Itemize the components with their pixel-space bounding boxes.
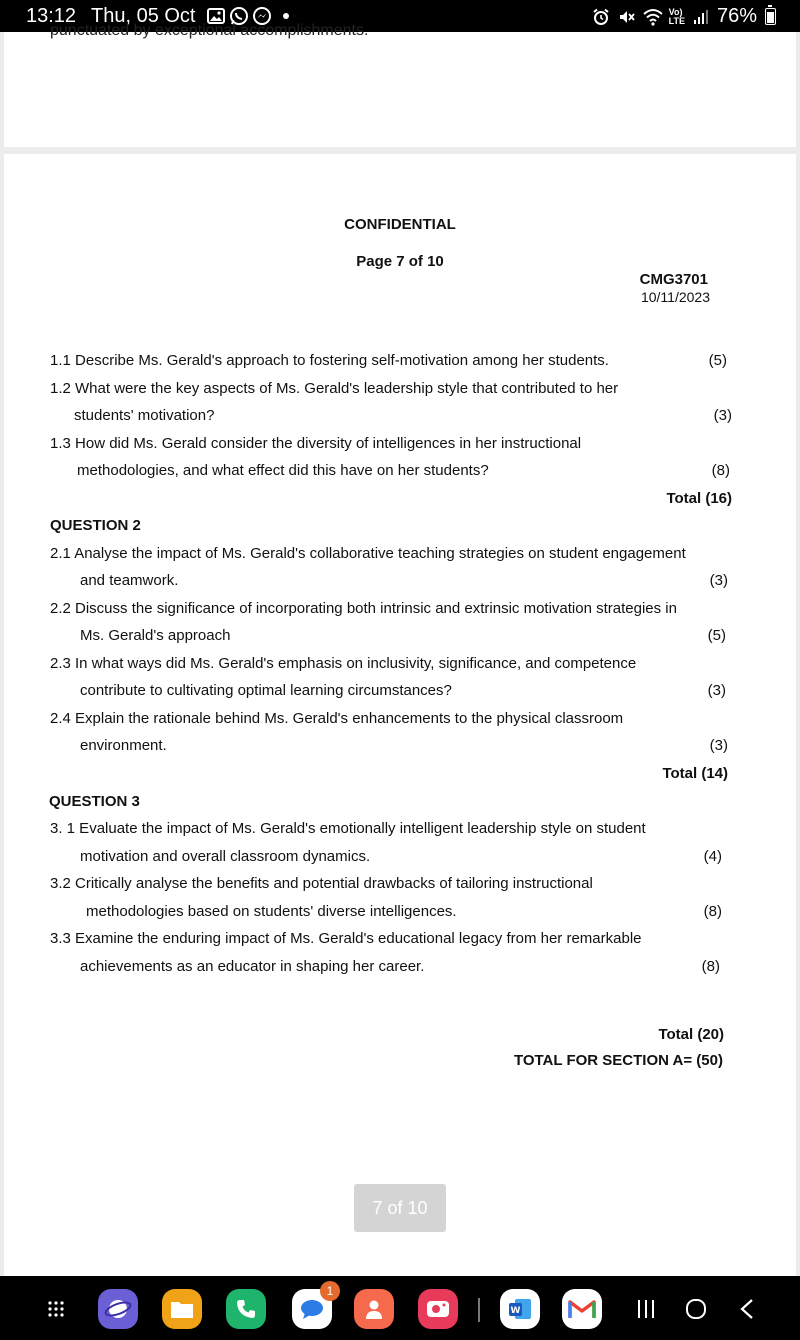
samsung-internet-app[interactable]: [98, 1289, 138, 1329]
internet-icon: [105, 1296, 131, 1322]
grid-icon: [47, 1300, 65, 1318]
question-3-heading: QUESTION 3: [49, 793, 140, 810]
question-3-2: 3.2 Critically analyse the benefits and potential drawbacks of tailoring instructional: [50, 875, 593, 892]
question-3-2-cont: methodologies based on students' diverse intelligences.: [86, 903, 457, 920]
question-2-total: Total (14): [662, 765, 728, 782]
question-2-heading: QUESTION 2: [50, 517, 141, 534]
gmail-app[interactable]: [562, 1289, 602, 1329]
question-2-3-marks: (3): [707, 682, 726, 699]
mute-icon: [617, 7, 637, 27]
section-a-total: TOTAL FOR SECTION A= (50): [513, 1052, 723, 1069]
signal-icon: [691, 7, 711, 27]
status-time: 13:12: [26, 5, 77, 27]
question-1-2: 1.2 What were the key aspects of Ms. Gerald's leadership style that contributed to her: [50, 380, 619, 397]
document-date: 10/11/2023: [640, 289, 710, 305]
question-1-3-cont: methodologies, and what effect did this have on her students?: [77, 462, 489, 479]
question-2-1: 2.1 Analyse the impact of Ms. Gerald's collaborative teaching strategies on student engagement: [50, 545, 686, 562]
person-icon: [363, 1298, 385, 1320]
status-date: Thu, 05 Oct: [91, 5, 196, 27]
app-drawer-button[interactable]: [36, 1289, 76, 1329]
back-button[interactable]: [736, 1296, 758, 1322]
alarm-icon: [591, 7, 611, 27]
home-icon: [685, 1298, 707, 1320]
question-2-4-marks: (3): [709, 737, 728, 754]
notification-dot: [283, 13, 289, 19]
gmail-icon: [568, 1298, 596, 1320]
volte-icon: Vo) LTE: [668, 6, 685, 26]
question-3-1: 3. 1 Evaluate the impact of Ms. Gerald's emotionally intelligent leadership style on student: [50, 820, 646, 837]
recent-apps-button[interactable]: [632, 1296, 660, 1322]
header-confidential: CONFIDENTIAL: [344, 216, 456, 233]
battery-percent: 76%: [716, 5, 757, 27]
word-app[interactable]: [500, 1289, 540, 1329]
previous-page: [4, 22, 796, 147]
back-chevron-icon: [739, 1298, 755, 1320]
phone-app[interactable]: [226, 1289, 266, 1329]
question-1-1-marks: (5): [708, 352, 727, 369]
svg-text:W: W: [510, 1306, 521, 1316]
document-page: [4, 154, 796, 1276]
question-2-2-marks: (5): [707, 627, 726, 644]
header-page-number: Page 7 of 10: [356, 253, 444, 270]
folder-icon: [170, 1299, 194, 1319]
word-icon: [507, 1297, 533, 1321]
question-2-4: 2.4 Explain the rationale behind Ms. Gerald's enhancements to the physical classroom: [50, 710, 624, 727]
question-2-4-cont: environment.: [80, 737, 167, 754]
phone-icon: [235, 1298, 257, 1320]
navigation-bar: [0, 1276, 800, 1340]
question-1-2-marks: (3): [713, 407, 732, 424]
question-2-3-cont: contribute to cultivating optimal learning circumstances?: [80, 682, 452, 699]
question-3-total: Total (20): [658, 1026, 724, 1043]
question-3-3: 3.3 Examine the enduring impact of Ms. Gerald's educational legacy from her remarkable: [50, 930, 642, 947]
question-2-1-cont: and teamwork.: [80, 572, 179, 589]
question-3-3-marks: (8): [701, 958, 720, 975]
wifi-icon: [643, 7, 663, 27]
question-3-2-marks: (8): [703, 903, 722, 920]
question-3-3-cont: achievements as an educator in shaping her career.: [80, 958, 425, 975]
question-1-3-marks: (8): [711, 462, 730, 479]
question-3-1-cont: motivation and overall classroom dynamics.: [80, 848, 371, 865]
message-bubble-icon: [299, 1297, 325, 1321]
dock-separator: [478, 1298, 480, 1322]
question-2-3: 2.3 In what ways did Ms. Gerald's emphasis on inclusivity, significance, and competence: [50, 655, 637, 672]
question-2-2-cont: Ms. Gerald's approach: [80, 627, 231, 644]
messages-badge: 1: [320, 1281, 340, 1301]
question-1-total: Total (16): [666, 490, 732, 507]
my-files-app[interactable]: [162, 1289, 202, 1329]
contacts-app[interactable]: [354, 1289, 394, 1329]
question-1-1: 1.1 Describe Ms. Gerald's approach to fostering self-motivation among her students.: [50, 352, 609, 369]
page-indicator[interactable]: 7 of 10: [354, 1184, 446, 1232]
question-1-3: 1.3 How did Ms. Gerald consider the diversity of intelligences in her instructional: [50, 435, 582, 452]
record-icon: [426, 1300, 450, 1318]
recents-icon: [636, 1299, 656, 1319]
course-code: CMG3701: [639, 271, 708, 288]
home-button[interactable]: [683, 1296, 709, 1322]
battery-icon: [765, 8, 776, 25]
question-2-1-marks: (3): [709, 572, 728, 589]
question-3-1-marks: (4): [703, 848, 722, 865]
messages-app[interactable]: [292, 1284, 334, 1329]
question-1-2-cont: students' motivation?: [74, 407, 215, 424]
previous-page-text: punctuated by exceptional accomplishments.: [50, 22, 369, 39]
screen-recorder-app[interactable]: [418, 1289, 458, 1329]
question-2-2: 2.2 Discuss the significance of incorporating both intrinsic and extrinsic motivation strategies in: [50, 600, 677, 617]
